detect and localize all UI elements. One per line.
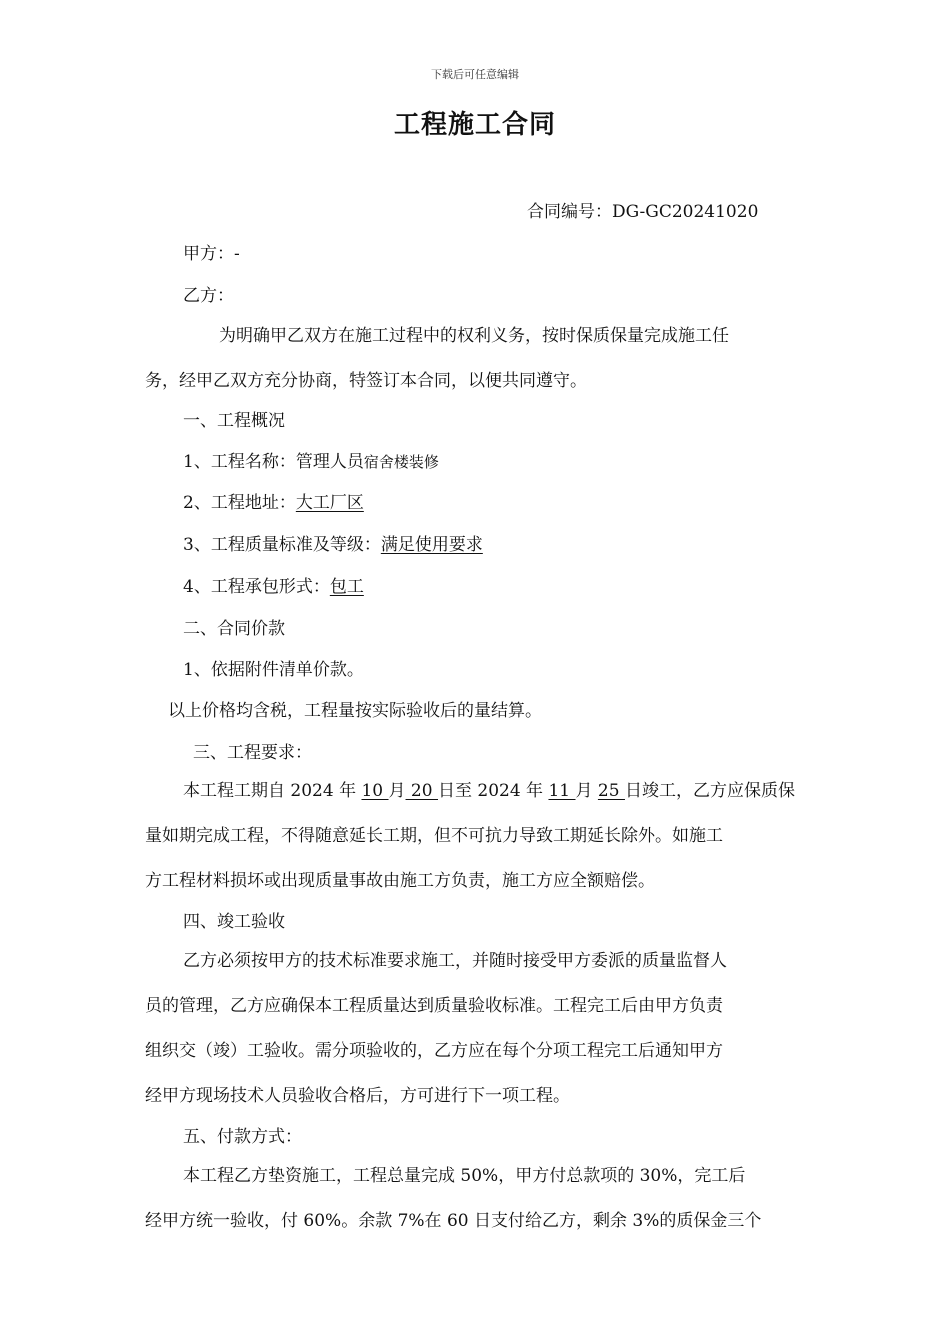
section2-heading: 二、合同价款 [183, 619, 285, 639]
section5-heading: 五、付款方式： [183, 1127, 302, 1147]
period-text-b: 月 [388, 781, 406, 801]
section2-item1: 1、依据附件清单价款。 [183, 660, 364, 680]
section5-line-1: 本工程乙方垫资施工，工程总量完成 50%，甲方付总款项的 30%，完工后 [183, 1166, 746, 1186]
section2-note: 以上价格均含税，工程量按实际验收后的量结算。 [168, 701, 542, 721]
item3-value: 满足使用要求 [380, 535, 483, 555]
contract-number: 合同编号：DG-GC20241020 [527, 202, 759, 222]
section4-line-3: 组织交（竣）工验收。需分项验收的，乙方应在每个分项工程完工后通知甲方 [145, 1041, 723, 1061]
section4-line-4: 经甲方现场技术人员验收合格后，方可进行下一项工程。 [145, 1086, 570, 1106]
item1-label: 1、工程名称： [183, 452, 296, 472]
section4-line-2: 员的管理，乙方应确保本工程质量达到质量验收标准。工程完工后由甲方负责 [145, 996, 723, 1016]
start-month: 10 [361, 781, 389, 801]
section1-item2 [183, 491, 364, 515]
end-day: 25 [597, 781, 625, 801]
party-b: 乙方： [183, 286, 234, 306]
end-month: 11 [548, 781, 576, 801]
header-note: 下载后可任意编辑 [431, 68, 519, 81]
period-text-e: 日竣工，乙方应保质保 [624, 781, 795, 801]
start-day: 20 [405, 781, 438, 801]
intro-line-1: 为明确甲乙双方在施工过程中的权利义务，按时保质保量完成施工任 [219, 326, 729, 346]
item4-value: 包工 [329, 577, 364, 597]
section3-heading: 三、工程要求： [193, 743, 312, 763]
intro-line-2: 务，经甲乙双方充分协商，特签订本合同，以便共同遵守。 [145, 371, 587, 391]
section3-line-2: 量如期完成工程，不得随意延长工期，但不可抗力导致工期延长除外。如施工 [145, 826, 723, 846]
section4-line-1: 乙方必须按甲方的技术标准要求施工，并随时接受甲方委派的质量监督人 [183, 951, 727, 971]
item1-value-a: 管理人员 [295, 452, 364, 472]
section3-line-3: 方工程材料损坏或出现质量事故由施工方负责，施工方应全额赔偿。 [145, 871, 655, 891]
section4-paragraph [145, 939, 810, 1119]
party-a: 甲方：- [183, 244, 240, 264]
section5-paragraph [145, 1154, 810, 1244]
intro-paragraph [145, 314, 810, 404]
item3-label: 3、工程质量标准及等级： [183, 535, 381, 555]
period-text-d: 月 [575, 781, 598, 801]
item1-value-b: 宿舍楼装修 [363, 453, 439, 471]
section1-item3 [183, 533, 483, 557]
section3-paragraph [145, 769, 810, 904]
section1-heading: 一、工程概况 [183, 411, 285, 431]
period-text-a: 本工程工期自 2024 年 [183, 781, 362, 801]
item4-label: 4、工程承包形式： [183, 577, 330, 597]
page-title: 工程施工合同 [393, 110, 556, 140]
section4-heading: 四、竣工验收 [183, 912, 285, 932]
section1-item4 [183, 575, 364, 599]
section3-line-1 [145, 769, 810, 814]
item2-label: 2、工程地址： [183, 493, 296, 513]
period-text-c: 日至 2024 年 [437, 781, 549, 801]
item2-value: 大工厂区 [295, 493, 364, 513]
section5-line-2: 经甲方统一验收，付 60%。余款 7%在 60 日支付给乙方，剩余 3%的质保金三个 [145, 1211, 762, 1231]
section1-item1 [183, 450, 439, 474]
